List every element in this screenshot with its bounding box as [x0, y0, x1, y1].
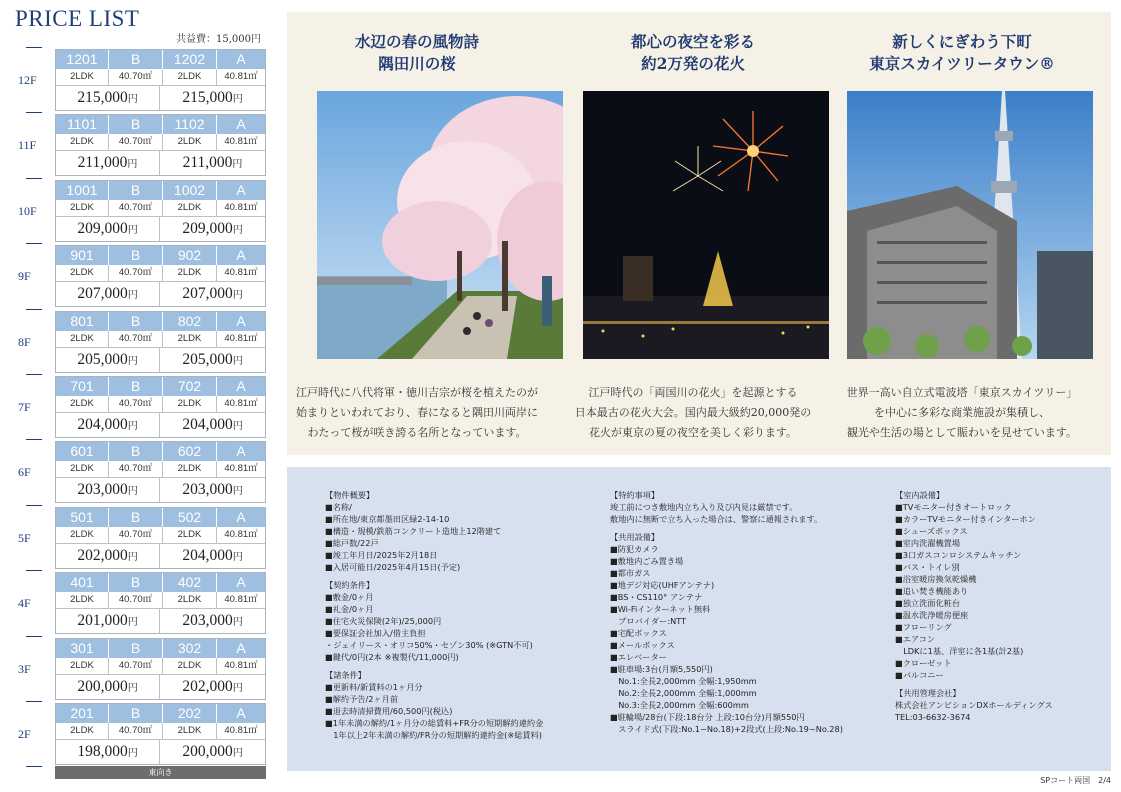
unit-layout: 2LDK	[163, 527, 217, 543]
unit-price: 211,000円	[56, 151, 160, 175]
unit-number: 1202	[163, 50, 217, 69]
unit-area: 40.70㎡	[109, 200, 163, 216]
info-line: ■クローゼット	[895, 658, 952, 668]
info-line: ■カラーTVモニター付きインターホン	[895, 514, 1036, 524]
floor-separator	[26, 439, 42, 440]
unit-prices	[56, 348, 265, 372]
property-info-panel	[287, 467, 1111, 771]
info-line: ■温水洗浄暖房便座	[895, 610, 969, 620]
floor-label: 2F	[18, 727, 31, 741]
floor-separator	[26, 309, 42, 310]
info-line: 竣工前につき敷地内立ち入り及び内見は厳禁です。	[610, 502, 798, 512]
unit-number: 202	[163, 704, 217, 723]
unit-type: B	[109, 704, 163, 723]
info-line: ■所在地/東京都墨田区緑2-14-10	[325, 514, 450, 524]
floor-label: 7F	[18, 400, 31, 414]
unit-type: B	[109, 115, 163, 134]
feature-description: 世界一高い自立式電波塔「東京スカイツリー」 を中心に多彩な商業施設が集積し、 観光や生活の場として賑わいを見せています。	[846, 386, 1078, 439]
unit-type: B	[109, 508, 163, 527]
floor-units-row	[55, 507, 266, 569]
unit-specs	[56, 331, 265, 348]
info-line: ■敷金/0ヶ月	[325, 592, 374, 602]
unit-type: B	[109, 377, 163, 396]
cherry-blossom-photo	[317, 91, 563, 359]
floor-separator	[26, 766, 42, 767]
info-line: ■入居可能日/2025年4月15日(予定)	[325, 562, 461, 572]
info-line: ■バルコニー	[895, 670, 944, 680]
floor-units-row	[55, 49, 266, 111]
info-line: ■BS・CS110° アンテナ	[610, 592, 703, 602]
feature-description: 江戸時代に八代将軍・徳川吉宗が桜を植えたのが 始まりといわれており、春になると隅田川両岸に わたって桜が咲き誇る名所となっています。	[296, 386, 538, 439]
unit-price: 205,000円	[56, 348, 160, 372]
feature-description: 江戸時代の「両国川の花火」を起源とする 日本最古の花火大会。国内最大級約20,000発の 花火が東京の夏の夜空を美しく彩ります。	[574, 386, 812, 439]
unit-area: 40.70㎡	[109, 592, 163, 608]
unit-area: 40.70㎡	[109, 69, 163, 85]
section-heading: 【契約条件】	[325, 580, 375, 590]
floor-units-row	[55, 572, 266, 634]
unit-specs	[56, 658, 265, 675]
unit-type: A	[236, 508, 246, 525]
unit-specs	[56, 69, 265, 86]
unit-number: 301	[56, 639, 109, 658]
unit-price: 215,000円	[182, 89, 243, 106]
info-line: ■防犯カメラ	[610, 544, 659, 554]
floor-separator	[26, 570, 42, 571]
unit-price: 203,000円	[182, 481, 243, 499]
unit-header	[56, 704, 265, 723]
info-line: ■バス・トイレ別	[895, 562, 960, 572]
floor-label: 9F	[18, 269, 31, 284]
unit-price: 204,000円	[182, 546, 243, 564]
floor-label: 5F	[18, 530, 31, 545]
info-line: ■礼金/0ヶ月	[325, 604, 374, 614]
unit-layout: 2LDK	[163, 265, 217, 281]
unit-number: 902	[163, 246, 217, 265]
unit-prices	[56, 86, 265, 110]
unit-area: 40.81㎡	[224, 725, 258, 736]
unit-number: 1102	[163, 115, 217, 134]
unit-price: 202,000円	[56, 544, 160, 568]
unit-price: 209,000円	[182, 219, 243, 237]
price-list-title: PRICE LIST	[15, 6, 140, 31]
unit-layout: 2LDK	[56, 592, 109, 608]
info-line: ■追い焚き機能あり	[895, 586, 969, 596]
info-line: ■エアコン	[895, 634, 936, 644]
floor-label: 11F	[18, 138, 37, 153]
info-line: ■退去時清掃費用/60,500円(税込)	[325, 706, 453, 716]
page-footer: SPコート両国 2/4	[1040, 776, 1111, 785]
unit-type: A	[236, 378, 246, 394]
floor-units-row	[55, 441, 266, 503]
info-line: ■3口ガスコンロシステムキッチン	[895, 550, 1022, 560]
unit-prices	[56, 282, 265, 306]
floor-units-row	[55, 114, 266, 176]
unit-number: 501	[56, 508, 109, 527]
info-line: ■構造・規模/鉄筋コンクリート造地上12階建て	[325, 526, 502, 536]
floor-label: 6F	[18, 465, 31, 480]
unit-layout: 2LDK	[163, 69, 217, 85]
unit-area: 40.70㎡	[109, 396, 163, 412]
common-fee: 共益費：15,000円	[176, 34, 261, 45]
unit-area: 40.70㎡	[109, 331, 163, 347]
info-line: ■鍵代/0円(2本 ※複製代/11,000円)	[325, 652, 459, 662]
floor-units-row	[55, 245, 266, 307]
section-heading: 【室内設備】	[895, 490, 945, 500]
unit-specs	[56, 592, 265, 609]
unit-header	[56, 573, 265, 592]
info-line: No.1:全長2,000mm 全幅:1,950mm	[610, 676, 757, 686]
unit-area: 40.70㎡	[109, 134, 163, 150]
info-line: ■更新料/新賃料の1ヶ月分	[325, 682, 423, 692]
floor-units-row	[55, 376, 266, 438]
unit-type: A	[236, 312, 246, 329]
unit-type: A	[236, 181, 246, 198]
unit-number: 901	[56, 246, 109, 265]
unit-prices	[56, 544, 265, 568]
floor-separator	[26, 243, 42, 244]
unit-layout: 2LDK	[163, 134, 217, 150]
info-line: 敷地内に無断で立ち入った場合は、警察に通報されます。	[610, 514, 823, 524]
info-line: ■敷地内ごみ置き場	[610, 556, 684, 566]
info-line: ■浴室暖房換気乾燥機	[895, 574, 977, 584]
unit-area: 40.70㎡	[109, 723, 163, 739]
unit-header	[56, 312, 265, 331]
unit-layout: 2LDK	[163, 331, 217, 347]
floor-units-row	[55, 638, 266, 700]
info-line: 株式会社アンビションDXホールディングス	[895, 700, 1053, 710]
info-line: ■宅配ボックス	[610, 628, 667, 638]
unit-area: 40.81㎡	[224, 659, 258, 671]
unit-price: 215,000円	[56, 86, 160, 110]
unit-price: 202,000円	[182, 677, 243, 695]
unit-price: 198,000円	[56, 740, 160, 764]
section-heading: 【物件概要】	[325, 490, 375, 500]
info-line: ■シューズボックス	[895, 526, 968, 536]
unit-price: 200,000円	[56, 675, 160, 699]
floor-separator	[26, 47, 42, 48]
feature-title: 新しくにぎわう下町 東京スカイツリータウン®	[869, 32, 1055, 73]
unit-specs	[56, 134, 265, 151]
section-heading: 【特約事項】	[610, 490, 660, 500]
unit-price: 211,000円	[182, 154, 243, 172]
unit-layout: 2LDK	[56, 723, 109, 739]
section-heading: 【諸条件】	[325, 670, 366, 680]
unit-number: 502	[163, 508, 217, 527]
info-line: No.3:全長2,000mm 全幅:600mm	[610, 700, 749, 710]
unit-layout: 2LDK	[163, 658, 217, 674]
info-line: ■1年未満の解約/1ヶ月分の総賃料+FR分の短期解約違約金	[325, 718, 544, 728]
unit-prices	[56, 478, 265, 502]
feature-panel	[287, 12, 1111, 455]
unit-area: 40.81㎡	[224, 398, 258, 409]
unit-type: A	[236, 574, 246, 591]
unit-number: 701	[56, 377, 109, 396]
unit-prices	[56, 413, 265, 437]
unit-header	[56, 115, 265, 134]
unit-number: 602	[163, 442, 217, 461]
unit-type: B	[109, 246, 163, 265]
room-equipment-column	[895, 489, 1053, 723]
unit-layout: 2LDK	[163, 200, 217, 216]
info-line: ■住宅火災保険(2年)/25,000円	[325, 616, 442, 626]
unit-specs	[56, 265, 265, 282]
unit-type: A	[236, 443, 246, 460]
info-line: ■名称/	[325, 502, 352, 512]
unit-number: 201	[56, 704, 109, 723]
unit-specs	[56, 396, 265, 413]
floor-label: 12F	[18, 73, 37, 87]
info-line: ■エレベーター	[610, 652, 667, 662]
unit-specs	[56, 723, 265, 740]
unit-number: 1001	[56, 181, 109, 200]
unit-number: 601	[56, 442, 109, 461]
unit-number: 402	[163, 573, 217, 592]
unit-area: 40.81㎡	[224, 136, 258, 148]
info-line: ■解約予告/2ヶ月前	[325, 694, 399, 704]
floor-units-row	[55, 703, 266, 765]
unit-type: B	[109, 442, 163, 461]
unit-specs	[56, 461, 265, 478]
info-line: ■TVモニター付きオートロック	[895, 502, 1012, 512]
unit-prices	[56, 151, 265, 175]
info-line: ■室内洗濯機置場	[895, 538, 961, 548]
unit-layout: 2LDK	[163, 592, 217, 608]
floor-separator	[26, 112, 42, 113]
unit-number: 801	[56, 312, 109, 331]
unit-area: 40.70㎡	[109, 527, 163, 543]
unit-type: B	[109, 181, 163, 200]
floor-units-row	[55, 180, 266, 242]
unit-type: A	[236, 705, 246, 721]
info-line: ■都市ガス	[610, 568, 651, 578]
unit-layout: 2LDK	[56, 461, 109, 477]
floor-separator	[26, 178, 42, 179]
info-line: ■総戸数/22戸	[325, 538, 379, 548]
unit-type: A	[236, 116, 246, 133]
unit-layout: 2LDK	[56, 134, 109, 150]
unit-number: 1101	[56, 115, 109, 134]
unit-price: 205,000円	[182, 350, 243, 368]
unit-layout: 2LDK	[163, 461, 217, 477]
unit-number: 1201	[56, 50, 109, 69]
floor-units-row	[55, 311, 266, 373]
unit-area: 40.81㎡	[224, 463, 258, 475]
info-line: ■地デジ対応(UHFアンテナ)	[610, 580, 715, 590]
unit-header	[56, 50, 265, 69]
floor-label: 3F	[18, 661, 31, 676]
feature-title: 都心の夜空を彩る 約2万発の花火	[630, 32, 755, 73]
unit-price: 204,000円	[56, 413, 160, 437]
info-line: TEL:03-6632-3674	[895, 712, 971, 722]
unit-area: 40.70㎡	[109, 461, 163, 477]
unit-type: A	[236, 51, 246, 67]
info-line: ■フローリング	[895, 622, 952, 632]
unit-number: 702	[163, 377, 217, 396]
unit-area: 40.81㎡	[224, 267, 258, 279]
orientation-label: 東向き	[55, 766, 266, 779]
floor-label: 8F	[18, 334, 31, 349]
unit-type: B	[109, 639, 163, 658]
unit-area: 40.81㎡	[224, 71, 258, 82]
unit-header	[56, 639, 265, 658]
unit-price: 203,000円	[182, 612, 243, 630]
unit-price: 207,000円	[56, 282, 160, 306]
unit-layout: 2LDK	[56, 200, 109, 216]
unit-type: A	[236, 247, 246, 264]
unit-header	[56, 181, 265, 200]
unit-number: 302	[163, 639, 217, 658]
info-line: ■駐輪場/28台(下段:18台分 上段:10台分)月額550円	[610, 712, 805, 722]
unit-type: B	[109, 573, 163, 592]
property-overview-column	[325, 489, 543, 741]
unit-layout: 2LDK	[56, 265, 109, 281]
unit-header	[56, 246, 265, 265]
unit-type: B	[109, 312, 163, 331]
unit-number: 802	[163, 312, 217, 331]
unit-layout: 2LDK	[56, 396, 109, 412]
unit-specs	[56, 527, 265, 544]
unit-prices	[56, 609, 265, 633]
special-terms-column	[610, 489, 843, 735]
info-line: ■竣工年月日/2025年2月18日	[325, 550, 438, 560]
floor-separator	[26, 505, 42, 506]
unit-layout: 2LDK	[56, 69, 109, 85]
unit-area: 40.81㎡	[224, 528, 258, 540]
section-heading: 【共用設備】	[610, 532, 660, 542]
unit-price: 201,000円	[56, 609, 160, 633]
info-line: ■要保証会社加入/借主負担	[325, 628, 426, 638]
info-line: ■Wi-Fiインターネット無料	[610, 604, 711, 614]
section-heading: 【共用管理会社】	[895, 688, 961, 698]
floor-separator	[26, 374, 42, 375]
info-line: No.2:全長2,000mm 全幅:1,000mm	[610, 688, 757, 698]
unit-layout: 2LDK	[56, 658, 109, 674]
floor-label: 10F	[18, 203, 37, 218]
floor-separator	[26, 636, 42, 637]
feature-title: 水辺の春の風物詩 隅田川の桜	[354, 32, 479, 73]
unit-price: 204,000円	[182, 416, 243, 433]
unit-type: B	[109, 50, 163, 69]
unit-type: A	[236, 639, 246, 656]
unit-specs	[56, 200, 265, 217]
unit-layout: 2LDK	[163, 723, 217, 739]
unit-area: 40.70㎡	[109, 658, 163, 674]
fireworks-photo	[583, 91, 829, 359]
unit-layout: 2LDK	[56, 331, 109, 347]
floor-label: 4F	[18, 596, 31, 611]
info-line: LDKに1基、洋室に各1基(計2基)	[895, 646, 1024, 656]
info-line: ■駐車場:3台(月額5,550円)	[610, 664, 713, 674]
floor-separator	[26, 701, 42, 702]
unit-area: 40.81㎡	[224, 594, 258, 606]
unit-number: 1002	[163, 181, 217, 200]
unit-price: 207,000円	[182, 285, 243, 303]
info-line: 1年以上2年未満の解約/FR分の短期解約違約金(※総賃料)	[325, 730, 542, 740]
unit-prices	[56, 675, 265, 699]
unit-number: 401	[56, 573, 109, 592]
info-line: ■独立洗面化粧台	[895, 598, 961, 608]
unit-price: 200,000円	[182, 743, 243, 760]
info-line: プロバイダー:NTT	[610, 616, 687, 626]
unit-area: 40.70㎡	[109, 265, 163, 281]
unit-area: 40.81㎡	[224, 332, 258, 344]
info-line: ・ジェイリース・オリコ50%・セゾン30% (※GTN不可)	[325, 640, 533, 650]
unit-header	[56, 508, 265, 527]
info-line: ■メールボックス	[610, 640, 675, 650]
info-line: スライド式(下段:No.1~No.18)+2段式(上段:No.19~No.28)	[610, 724, 843, 734]
unit-prices	[56, 217, 265, 241]
unit-header	[56, 377, 265, 396]
unit-layout: 2LDK	[56, 527, 109, 543]
skytree-photo	[847, 91, 1093, 359]
unit-price: 209,000円	[56, 217, 160, 241]
unit-prices	[56, 740, 265, 764]
unit-header	[56, 442, 265, 461]
unit-area: 40.81㎡	[224, 201, 258, 213]
unit-price: 203,000円	[56, 478, 160, 502]
unit-layout: 2LDK	[163, 396, 217, 412]
